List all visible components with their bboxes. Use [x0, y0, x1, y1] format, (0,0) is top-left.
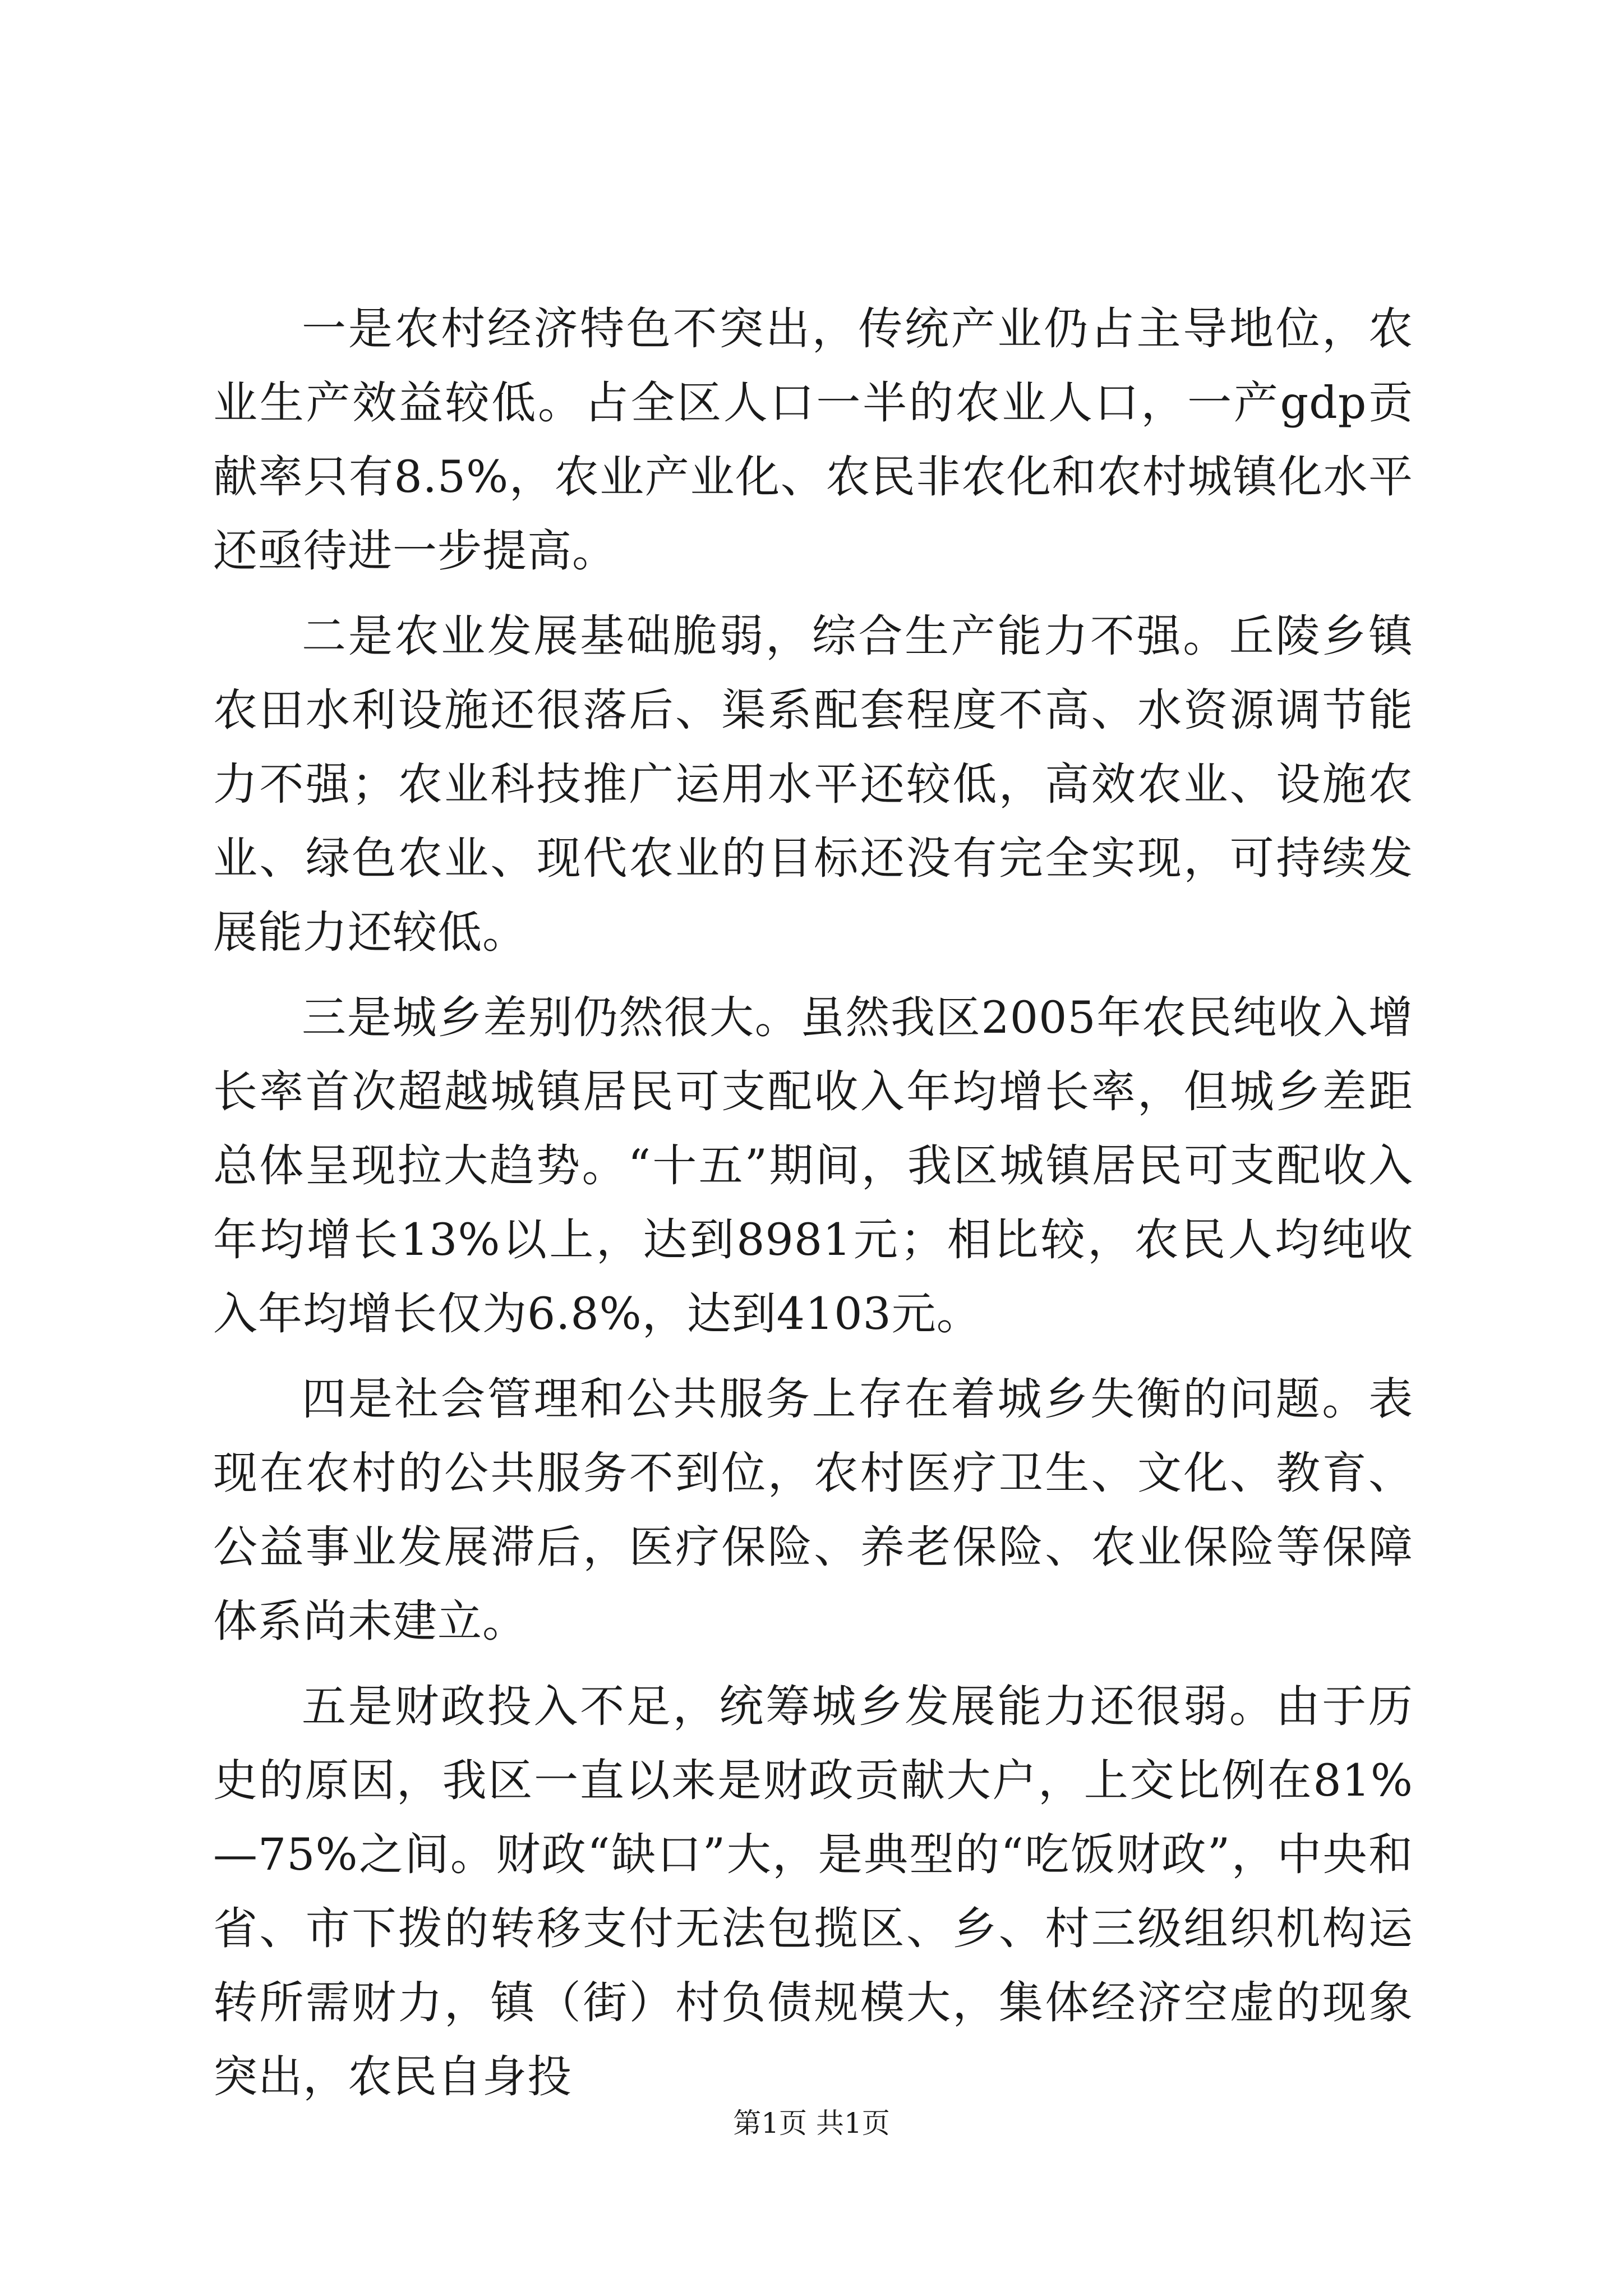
paragraph-5: 五是财政投入不足，统筹城乡发展能力还很弱。由于历史的原因，我区一直以来是财政贡献大户，上交比例在81%—75%之间。财政“缺口”大，是典型的“吃饭财政”，中央和省、市下拨的转移支付无法包揽区、乡、村三级组织机构运转所需财力，镇（街）村负债规模大，集体经济空虚的现象突出，农民自身投	[213, 1681, 1413, 2102]
page-footer: 第1页 共1页	[733, 2107, 890, 2139]
document-body	[213, 292, 1413, 2125]
paragraph-3: 三是城乡差别仍然很大。虽然我区2005年农民纯收入增长率首次超越城镇居民可支配收入年均增长率，但城乡差距总体呈现拉大趋势。“十五”期间，我区城镇居民可支配收入年均增长13%以上，达到8981元；相比较，农民人均纯收入年均增长仅为6.8%，达到4103元。	[213, 992, 1413, 1340]
paragraph-4: 四是社会管理和公共服务上存在着城乡失衡的问题。表现在农村的公共服务不到位，农村医疗卫生、文化、教育、公益事业发展滞后，医疗保险、养老保险、农业保险等保障体系尚未建立。	[213, 1373, 1413, 1647]
paragraph-1: 一是农村经济特色不突出，传统产业仍占主导地位，农业生产效益较低。占全区人口一半的农业人口，一产gdp贡献率只有8.5%，农业产业化、农民非农化和农村城镇化水平还亟待进一步提高。	[213, 303, 1413, 577]
paragraph-2: 二是农业发展基础脆弱，综合生产能力不强。丘陵乡镇农田水利设施还很落后、渠系配套程度不高、水资源调节能力不强；农业科技推广运用水平还较低，高效农业、设施农业、绿色农业、现代农业的目标还没有完全实现，可持续发展能力还较低。	[213, 610, 1413, 958]
